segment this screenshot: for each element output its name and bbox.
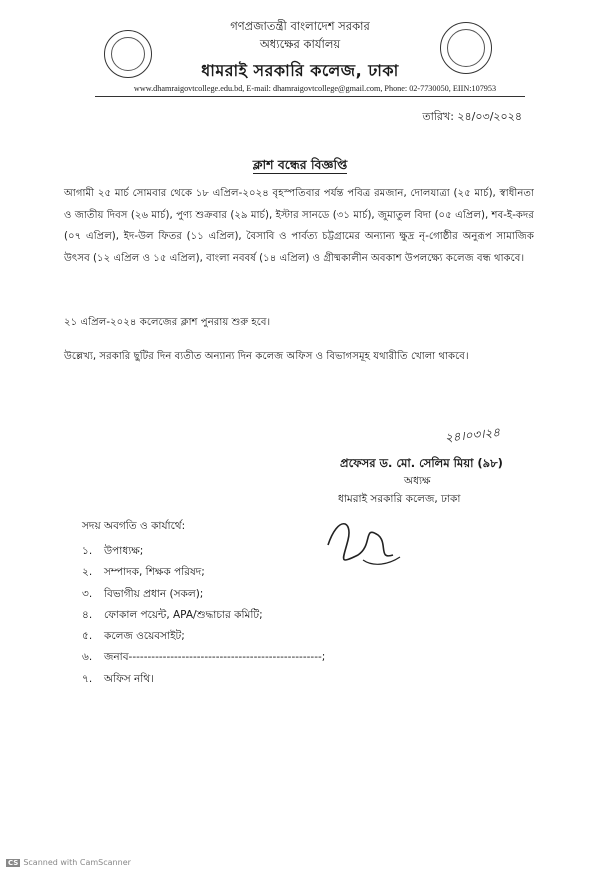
- college-title: ধামরাই সরকারি কলেজ, ঢাকা: [201, 61, 399, 80]
- contact-line: www.dhamraigovtcollege.edu.bd, E-mail: dhamraigovtcollege@gmail.com, Phone: 02-7730050, EIIN:107953: [133, 84, 497, 93]
- list-item: ২. সম্পাদক, শিক্ষক পরিষদ;: [82, 566, 205, 579]
- distribution-list: [82, 544, 325, 693]
- list-item: ৭. অফিস নথি।: [82, 672, 154, 685]
- notice-subject: [0, 157, 600, 177]
- notice-date: তারিখ: ২৪/০৩/২০২৪: [422, 110, 522, 123]
- list-item: ১. উপাধ্যক্ষ;: [82, 545, 144, 557]
- signatory-name: প্রফেসর ড. মো. সেলিম মিয়া (৯৮): [340, 456, 503, 470]
- distribution-heading: সদয় অবগতি ও কার্যার্থে:: [82, 520, 186, 532]
- body-paragraph-1: আগামী ২৫ মার্চ সোমবার থেকে ১৮ এপ্রিল-২০২৪ বৃহস্পতিবার পর্যন্ত পবিত্র রমজান, দোলযাত্রা (২৫ মার্চ), স্বাধীনতা ও জাতীয় দিবস (২৬ মার্চ), পুণ্য শুক্রবার (২৯ মার্চ), ইস্টার সানডে (৩১ মার্চ), জুমাতুল বিদা (০৫ এপ্রিল), শব-ই-কদর (০৭ এপ্রিল), ইদ-উল ফিতর (১১ এপ্রিল), বৈসাবি ও পার্বত্য চট্টগ্রামের অন্যান্য ক্ষুদ্র নৃ-গোষ্ঠীর অনুরূপ সামাজিক উৎসব (১২ এপ্রিল ও ১৫ এপ্রিল), বাংলা নববর্ষ (১৪ এপ্রিল) ও গ্রীষ্মকালীন অবকাশ উপলক্ষ্যে কলেজ বন্ধ থাকবে।: [64, 188, 534, 264]
- header-divider: [95, 96, 525, 97]
- subject-text: ক্লাশ বন্ধের বিজ্ঞপ্তি: [252, 157, 348, 172]
- signatory-designation: অধ্যক্ষ: [404, 475, 431, 487]
- body-paragraph-3: উল্লেখ্য, সরকারি ছুটির দিন ব্যতীত অন্যান্য দিন কলেজ অফিস ও বিভাগসমূহ যথারীতি খোলা থাকবে।: [64, 351, 469, 362]
- office-name: অধ্যক্ষের কার্যালয়: [259, 37, 341, 51]
- camscanner-icon: CS: [8, 859, 19, 867]
- list-item: ৫. কলেজ ওয়েবসাইট;: [82, 630, 185, 643]
- list-item: ৬. জনাব---------------------------------------------------;: [82, 651, 326, 664]
- scanner-watermark: CS Scanned with CamScanner: [8, 858, 131, 867]
- body-paragraph-2: ২১ এপ্রিল-২০২৪ কলেজের ক্লাশ পুনরায় শুরু হবে।: [64, 317, 271, 328]
- list-item: ৪. ফোকাল পয়েন্ট, APA/শুদ্ধাচার কমিটি;: [82, 608, 263, 621]
- handwritten-signature-date: ২৪।০৩।২৪: [444, 425, 501, 445]
- list-item: ৩. বিভাগীয় প্রধান (সকল);: [82, 587, 204, 600]
- handwritten-initials: [318, 505, 408, 575]
- government-name: গণপ্রজাতন্ত্রী বাংলাদেশ সরকার: [230, 19, 370, 33]
- signatory-college: ধামরাই সরকারি কলেজ, ঢাকা: [338, 493, 461, 505]
